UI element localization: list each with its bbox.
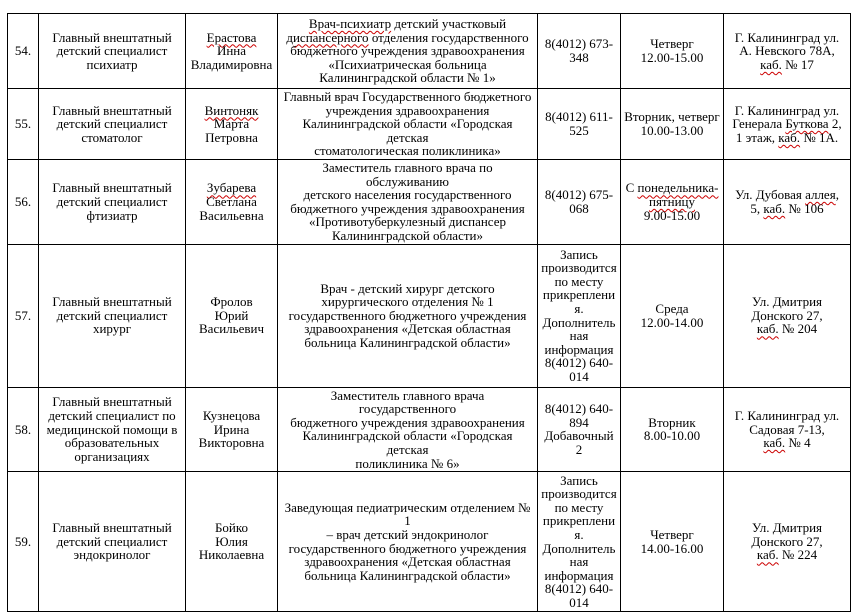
- cell-address: Г. Калининград ул. Садовая 7-13, каб. № 4: [724, 387, 851, 472]
- cell-description: Врач - детский хирург детского хирургического отделения № 1 государственного бюджетного учреждения здравоохранения «Детская областная больница Калининградской области»: [278, 244, 538, 387]
- misspelled-word: Зубарева: [206, 180, 257, 196]
- cell-schedule: Четверг 14.00-16.00: [621, 472, 724, 612]
- misspelled-word: Врач-психиатр: [308, 16, 392, 32]
- table-row: [8, 89, 851, 160]
- cell-name: Зубарева Светлана Васильевна: [186, 159, 278, 244]
- cell-description: Заместитель главного врача государственного бюджетного учреждения здравоохранения Калининградской области «Городская детская поликлиника № 6»: [278, 387, 538, 472]
- cell-phone: 8(4012) 611- 525: [538, 89, 621, 160]
- cell-position: Главный внештатный детский специалист хирург: [39, 244, 186, 387]
- cell-description: Главный врач Государственного бюджетного учреждения здравоохранения Калининградской области «Городская детская стоматологическая поликлиника»: [278, 89, 538, 160]
- table-row: [8, 472, 851, 612]
- misspelled-word: каб.: [763, 200, 786, 216]
- cell-phone: 8(4012) 640- 894 Добавочный 2: [538, 387, 621, 472]
- specialists-table-body: [8, 14, 851, 612]
- cell-position: Главный внештатный детский специалист по медицинской помощи в образовательных организациях: [39, 387, 186, 472]
- misspelled-word: диспансерного: [286, 29, 369, 45]
- specialists-table: [7, 13, 851, 612]
- cell-position: Главный внештатный детский специалист эндокринолог: [39, 472, 186, 612]
- cell-address: Г. Калининград ул. А. Невского 78А, каб. № 17: [724, 14, 851, 89]
- cell-num: 58.: [8, 387, 39, 472]
- cell-phone: 8(4012) 673- 348: [538, 14, 621, 89]
- cell-schedule: С понедельника- пятницу 9.00-15.00: [621, 159, 724, 244]
- cell-description: Заместитель главного врача по обслуживанию детского населения государственного бюджетного учреждения здравоохранения «Противотуберкулезный диспансер Калининградской области»: [278, 159, 538, 244]
- cell-phone: Запись производится по месту прикреплени я. Дополнитель ная информация 8(4012) 640- 014: [538, 244, 621, 387]
- misspelled-word: каб.: [778, 129, 801, 145]
- cell-position: Главный внештатный детский специалист психиатр: [39, 14, 186, 89]
- table-row: [8, 14, 851, 89]
- misspelled-word: Буткова: [785, 116, 829, 132]
- misspelled-word: Винтоняк: [204, 102, 259, 118]
- table-row: [8, 387, 851, 472]
- cell-address: Ул. Дмитрия Донского 27, каб. № 224: [724, 472, 851, 612]
- misspelled-word: понедельника-: [637, 180, 719, 196]
- cell-address: Г. Калининград ул. Генерала Буткова 2, 1 этаж, каб. № 1А.: [724, 89, 851, 160]
- cell-name: Винтоняк Марта Петровна: [186, 89, 278, 160]
- cell-phone: 8(4012) 675- 068: [538, 159, 621, 244]
- cell-num: 54.: [8, 14, 39, 89]
- cell-phone: Запись производится по месту прикреплени я. Дополнитель ная информация 8(4012) 640- 014: [538, 472, 621, 612]
- cell-name: Кузнецова Ирина Викторовна: [186, 387, 278, 472]
- cell-schedule: Вторник 8.00-10.00: [621, 387, 724, 472]
- cell-name: Ерастова Инна Владимировна: [186, 14, 278, 89]
- cell-position: Главный внештатный детский специалист фтизиатр: [39, 159, 186, 244]
- cell-name: Бойко Юлия Николаевна: [186, 472, 278, 612]
- cell-name: Фролов Юрий Васильевич: [186, 244, 278, 387]
- misspelled-word: каб.: [763, 435, 786, 451]
- cell-schedule: Среда 12.00-14.00: [621, 244, 724, 387]
- misspelled-word: каб.: [756, 321, 779, 337]
- table-row: [8, 159, 851, 244]
- cell-schedule: Вторник, четверг 10.00-13.00: [621, 89, 724, 160]
- cell-num: 55.: [8, 89, 39, 160]
- table-row: [8, 244, 851, 387]
- misspelled-word: каб.: [756, 547, 779, 563]
- cell-description: Заведующая педиатрическим отделением № 1 – врач детский эндокринолог государственного бюджетного учреждения здравоохранения «Детская областная больница Калининградской области»: [278, 472, 538, 612]
- cell-description: Врач-психиатр детский участковый диспансерного отделения государственного бюджетного учреждения здравоохранения «Психиатрическая больница Калининградской области № 1»: [278, 14, 538, 89]
- misspelled-word: пятницу: [649, 193, 695, 209]
- cell-schedule: Четверг 12.00-15.00: [621, 14, 724, 89]
- cell-num: 56.: [8, 159, 39, 244]
- misspelled-word: каб.: [760, 56, 782, 72]
- cell-num: 59.: [8, 472, 39, 612]
- cell-address: Ул. Дмитрия Донского 27, каб. № 204: [724, 244, 851, 387]
- cell-position: Главный внештатный детский специалист стоматолог: [39, 89, 186, 160]
- misspelled-word: аллея: [805, 187, 836, 203]
- cell-num: 57.: [8, 244, 39, 387]
- cell-address: Ул. Дубовая аллея, 5, каб. № 106: [724, 159, 851, 244]
- misspelled-word: Ерастова: [206, 29, 257, 45]
